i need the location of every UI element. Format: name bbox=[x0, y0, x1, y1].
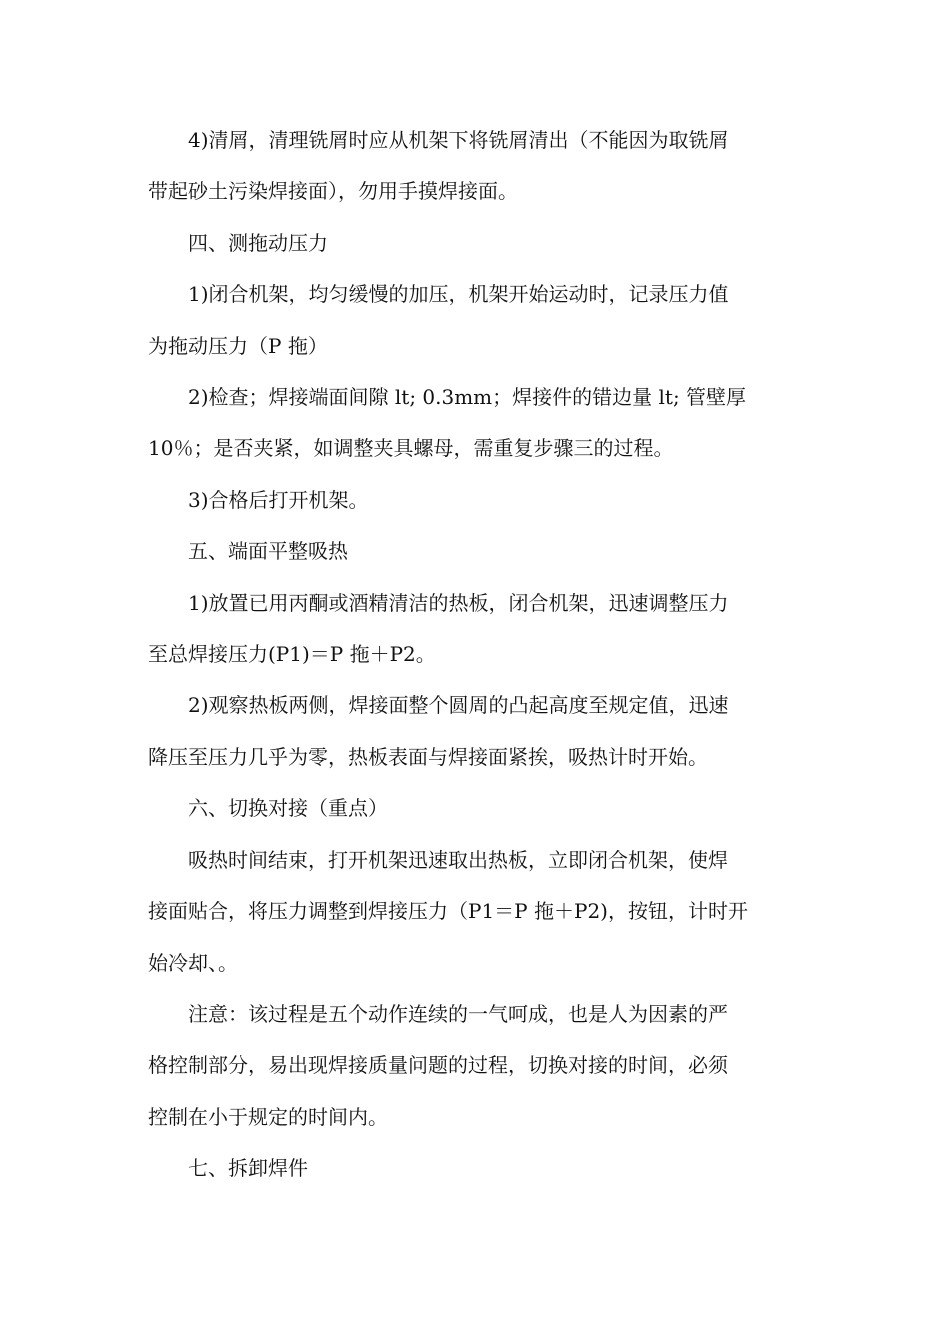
paragraph-step-2-observe bbox=[148, 680, 804, 783]
section-heading-6 bbox=[148, 783, 804, 834]
text-line: 2)检查；焊接端面间隙 lt; 0.3mm；焊接件的错边量 lt; 管壁厚 bbox=[188, 385, 747, 410]
paragraph-step-3-open-frame bbox=[148, 475, 804, 526]
text-line: 注意：该过程是五个动作连续的一气呵成，也是人为因素的严 bbox=[188, 1001, 728, 1026]
text-line: 格控制部分，易出现焊接质量问题的过程，切换对接的时间，必须 bbox=[148, 1053, 728, 1078]
text-line: 吸热时间结束，打开机架迅速取出热板，立即闭合机架，使焊 bbox=[188, 847, 728, 872]
paragraph-step-4-clear-chips bbox=[148, 115, 804, 218]
text-line: 至总焊接压力(P1)＝P 拖＋P2。 bbox=[148, 642, 436, 667]
heading-text: 四、测拖动压力 bbox=[188, 230, 328, 255]
section-heading-7 bbox=[148, 1143, 804, 1194]
paragraph-note bbox=[148, 989, 804, 1143]
section-heading-5 bbox=[148, 526, 804, 577]
section-heading-4 bbox=[148, 218, 804, 269]
text-line: 4)清屑，清理铣屑时应从机架下将铣屑清出（不能因为取铣屑 bbox=[188, 128, 729, 152]
text-line: 接面贴合，将压力调整到焊接压力（P1＝P 拖＋P2)，按钮，计时开 bbox=[148, 899, 748, 924]
text-line: 10％；是否夹紧，如调整夹具螺母，需重复步骤三的过程。 bbox=[148, 436, 674, 461]
paragraph-switch-butt bbox=[148, 835, 804, 989]
text-line: 控制在小于规定的时间内。 bbox=[148, 1104, 388, 1129]
document-body bbox=[148, 115, 804, 1195]
paragraph-step-1-close-frame bbox=[148, 269, 804, 372]
heading-text: 七、拆卸焊件 bbox=[188, 1156, 308, 1181]
paragraph-step-1-heater-plate bbox=[148, 578, 804, 681]
paragraph-step-2-inspect bbox=[148, 372, 804, 475]
text-line: 带起砂土污染焊接面），勿用手摸焊接面。 bbox=[148, 179, 518, 204]
text-line: 降压至压力几乎为零，热板表面与焊接面紧挨，吸热计时开始。 bbox=[148, 744, 708, 769]
text-line: 始冷却、。 bbox=[148, 950, 238, 975]
heading-text: 五、端面平整吸热 bbox=[188, 539, 348, 564]
text-line: 1)闭合机架，均匀缓慢的加压，机架开始运动时，记录压力值 bbox=[188, 282, 729, 307]
text-line: 1)放置已用丙酮或酒精清洁的热板，闭合机架，迅速调整压力 bbox=[188, 590, 729, 615]
heading-text: 六、切换对接（重点） bbox=[188, 796, 388, 821]
text-line: 3)合格后打开机架。 bbox=[188, 487, 369, 512]
text-line: 为拖动压力（P 拖） bbox=[148, 333, 328, 358]
text-line: 2)观察热板两侧，焊接面整个圆周的凸起高度至规定值，迅速 bbox=[188, 693, 729, 718]
